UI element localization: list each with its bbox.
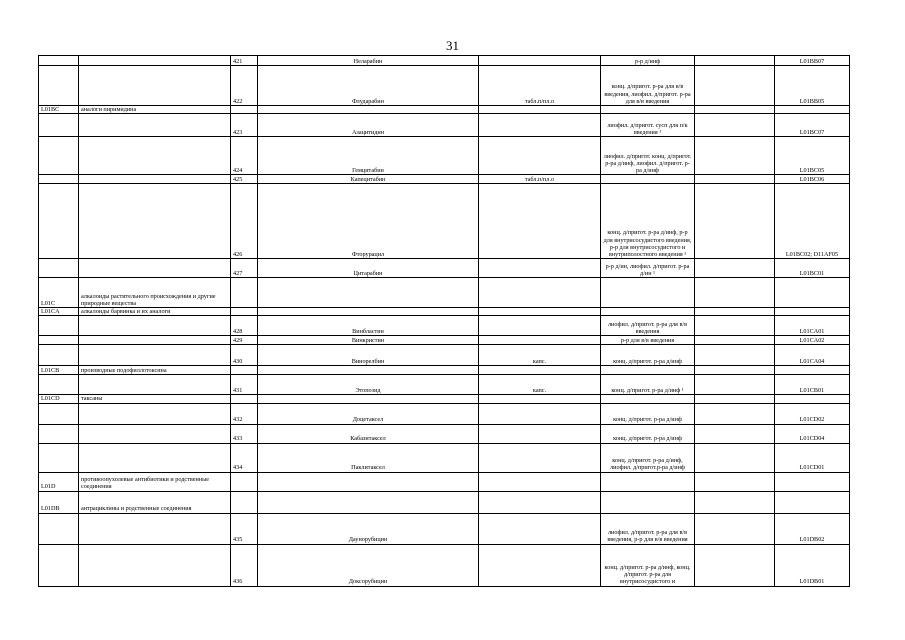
dosage-package-cell <box>479 443 601 472</box>
table-row <box>39 472 850 491</box>
table-row <box>39 316 850 336</box>
table-row <box>39 56 850 66</box>
extra-cell <box>695 403 775 424</box>
table-row <box>39 114 850 137</box>
row-number-cell: 429 <box>231 336 258 345</box>
table-row <box>39 544 850 586</box>
drug-atc-cell <box>775 472 850 491</box>
group-name-cell: антрациклины и родственные соединения <box>79 491 231 513</box>
group-name-cell <box>79 316 231 336</box>
dosage-form-cell: лиофил. д/пригот. конц. д/пригот. р-ра д/инф, лиофил. д/пригот. р-ра д/инф <box>601 137 695 175</box>
dosage-package-cell <box>479 366 601 375</box>
dosage-form-cell: конц. д/пригот. р-ра д/инф, лиофил. д/пригот.р-ра д/инф <box>601 443 695 472</box>
atc-code-cell <box>39 345 79 366</box>
drug-name-cell: Капецитабин <box>258 175 479 184</box>
drug-table <box>38 55 850 587</box>
extra-cell <box>695 395 775 403</box>
atc-code-cell: L01DB <box>39 491 79 513</box>
atc-code-cell: L01CD <box>39 395 79 403</box>
drug-name-cell: Фторурацил <box>258 184 479 259</box>
dosage-package-cell: табл.п/пл.о <box>479 66 601 106</box>
group-name-cell: алкалоиды барвинка и их аналоги <box>79 308 231 316</box>
drug-name-cell <box>258 308 479 316</box>
drug-atc-cell <box>775 308 850 316</box>
dosage-form-cell: конц. д/пригот. р-ра д/инф ¹ <box>601 375 695 395</box>
table-row <box>39 175 850 184</box>
group-name-cell <box>79 424 231 443</box>
dosage-package-cell: капс. <box>479 375 601 395</box>
atc-code-cell: L01BC <box>39 106 79 114</box>
dosage-form-cell <box>601 395 695 403</box>
atc-code-cell <box>39 443 79 472</box>
drug-atc-cell: L01CB01 <box>775 375 850 395</box>
dosage-form-cell: конц. д/пригот. р-ра для в/в введения, лиофил. д/пригот. р-ра для в/в введения <box>601 66 695 106</box>
extra-cell <box>695 66 775 106</box>
atc-code-cell <box>39 513 79 544</box>
drug-name-cell: Цитарабин <box>258 259 479 278</box>
extra-cell <box>695 491 775 513</box>
drug-name-cell: Паклитаксел <box>258 443 479 472</box>
table-row <box>39 375 850 395</box>
drug-atc-cell: L01BC02; D11AF05 <box>775 184 850 259</box>
extra-cell <box>695 443 775 472</box>
drug-name-cell: Неларабин <box>258 56 479 66</box>
atc-code-cell <box>39 184 79 259</box>
drug-atc-cell <box>775 366 850 375</box>
dosage-form-cell: конц. д/пригот. р-ра д/инф <box>601 403 695 424</box>
row-number-cell <box>231 472 258 491</box>
atc-code-cell <box>39 259 79 278</box>
drug-name-cell: Флударабин <box>258 66 479 106</box>
group-name-cell <box>79 513 231 544</box>
table-row <box>39 443 850 472</box>
table-row <box>39 395 850 403</box>
drug-name-cell <box>258 278 479 308</box>
extra-cell <box>695 114 775 137</box>
atc-code-cell: L01CB <box>39 366 79 375</box>
row-number-cell <box>231 366 258 375</box>
atc-code-cell <box>39 544 79 586</box>
dosage-form-cell <box>601 366 695 375</box>
row-number-cell <box>231 395 258 403</box>
dosage-package-cell <box>479 491 601 513</box>
extra-cell <box>695 366 775 375</box>
row-number-cell: 422 <box>231 66 258 106</box>
group-name-cell <box>79 56 231 66</box>
drug-name-cell: Кабазитаксел <box>258 424 479 443</box>
group-name-cell <box>79 403 231 424</box>
row-number-cell: 427 <box>231 259 258 278</box>
atc-code-cell: L01C <box>39 278 79 308</box>
row-number-cell: 436 <box>231 544 258 586</box>
dosage-form-cell: лиофил. д/пригот. р-ра для в/в введения <box>601 316 695 336</box>
drug-name-cell: Винорелбин <box>258 345 479 366</box>
dosage-form-cell: р-р для в/в введения <box>601 336 695 345</box>
dosage-form-cell: р-р д/ин, лиофил. д/пригот. р-ра д/ин ¹ <box>601 259 695 278</box>
row-number-cell: 434 <box>231 443 258 472</box>
dosage-package-cell <box>479 137 601 175</box>
dosage-package-cell <box>479 308 601 316</box>
table-row <box>39 66 850 106</box>
drug-atc-cell: L01BC01 <box>775 259 850 278</box>
group-name-cell: противоопухолевые антибиотики и родственные соединения <box>79 472 231 491</box>
dosage-package-cell <box>479 395 601 403</box>
drug-name-cell: Винкристин <box>258 336 479 345</box>
dosage-form-cell: конц. д/пригот. р-ра д/инф <box>601 345 695 366</box>
dosage-package-cell <box>479 336 601 345</box>
dosage-form-cell: лиофил. д/пригот. р-ра для в/в введения, р-р для в/в введения <box>601 513 695 544</box>
drug-atc-cell: L01BC05 <box>775 137 850 175</box>
row-number-cell: 433 <box>231 424 258 443</box>
dosage-form-cell <box>601 472 695 491</box>
group-name-cell <box>79 175 231 184</box>
extra-cell <box>695 56 775 66</box>
dosage-form-cell: конц. д/пригот. р-ра д/инф <box>601 424 695 443</box>
extra-cell <box>695 278 775 308</box>
extra-cell <box>695 316 775 336</box>
extra-cell <box>695 544 775 586</box>
table-row <box>39 491 850 513</box>
row-number-cell: 423 <box>231 114 258 137</box>
table-row <box>39 336 850 345</box>
drug-atc-cell: L01CD02 <box>775 403 850 424</box>
group-name-cell: таксаны <box>79 395 231 403</box>
drug-name-cell: Азацитидин <box>258 114 479 137</box>
drug-atc-cell <box>775 278 850 308</box>
group-name-cell <box>79 184 231 259</box>
row-number-cell <box>231 491 258 513</box>
row-number-cell <box>231 278 258 308</box>
extra-cell <box>695 424 775 443</box>
drug-name-cell: Доцетаксел <box>258 403 479 424</box>
atc-code-cell <box>39 56 79 66</box>
row-number-cell <box>231 106 258 114</box>
dosage-package-cell <box>479 106 601 114</box>
table-row <box>39 278 850 308</box>
drug-name-cell: Доксорубицин <box>258 544 479 586</box>
dosage-package-cell <box>479 278 601 308</box>
extra-cell <box>695 336 775 345</box>
group-name-cell: алкалоиды растительного происхождения и другие природные вещества <box>79 278 231 308</box>
row-number-cell: 426 <box>231 184 258 259</box>
dosage-package-cell <box>479 424 601 443</box>
atc-code-cell <box>39 403 79 424</box>
drug-atc-cell <box>775 106 850 114</box>
drug-atc-cell <box>775 491 850 513</box>
dosage-form-cell: лиофил. д/пригот. сусп для п/к введения ¹ <box>601 114 695 137</box>
extra-cell <box>695 375 775 395</box>
atc-code-cell <box>39 424 79 443</box>
table-body <box>39 56 850 587</box>
row-number-cell <box>231 308 258 316</box>
dosage-form-cell <box>601 308 695 316</box>
dosage-package-cell <box>479 259 601 278</box>
dosage-package-cell <box>479 114 601 137</box>
row-number-cell: 435 <box>231 513 258 544</box>
dosage-form-cell: р-р д/инф <box>601 56 695 66</box>
extra-cell <box>695 106 775 114</box>
table-row <box>39 308 850 316</box>
drug-atc-cell <box>775 395 850 403</box>
dosage-package-cell: капс. <box>479 345 601 366</box>
drug-atc-cell: L01DB01 <box>775 544 850 586</box>
group-name-cell <box>79 114 231 137</box>
drug-atc-cell: L01CA02 <box>775 336 850 345</box>
group-name-cell: аналоги пиримидина <box>79 106 231 114</box>
group-name-cell <box>79 544 231 586</box>
group-name-cell <box>79 336 231 345</box>
drug-atc-cell: L01CD01 <box>775 443 850 472</box>
extra-cell <box>695 137 775 175</box>
drug-atc-cell: L01BB05 <box>775 66 850 106</box>
group-name-cell <box>79 345 231 366</box>
table-row <box>39 259 850 278</box>
drug-name-cell <box>258 491 479 513</box>
drug-name-cell <box>258 366 479 375</box>
group-name-cell <box>79 443 231 472</box>
extra-cell <box>695 175 775 184</box>
row-number-cell: 428 <box>231 316 258 336</box>
group-name-cell <box>79 375 231 395</box>
dosage-package-cell <box>479 56 601 66</box>
dosage-form-cell <box>601 106 695 114</box>
atc-code-cell <box>39 137 79 175</box>
table-row <box>39 403 850 424</box>
row-number-cell: 430 <box>231 345 258 366</box>
extra-cell <box>695 345 775 366</box>
extra-cell <box>695 184 775 259</box>
row-number-cell: 424 <box>231 137 258 175</box>
extra-cell <box>695 472 775 491</box>
drug-atc-cell: L01DB02 <box>775 513 850 544</box>
drug-name-cell: Этопозид <box>258 375 479 395</box>
dosage-package-cell: табл.п/пл.о <box>479 175 601 184</box>
drug-name-cell <box>258 395 479 403</box>
extra-cell <box>695 259 775 278</box>
row-number-cell: 425 <box>231 175 258 184</box>
drug-atc-cell: L01CA04 <box>775 345 850 366</box>
atc-code-cell <box>39 175 79 184</box>
extra-cell <box>695 308 775 316</box>
dosage-package-cell <box>479 513 601 544</box>
table-row <box>39 513 850 544</box>
row-number-cell: 431 <box>231 375 258 395</box>
dosage-form-cell: конц. д/пригот. р-ра д/инф, конц. д/пригот. р-ра для внутрисосудистого и <box>601 544 695 586</box>
table-row <box>39 106 850 114</box>
row-number-cell: 421 <box>231 56 258 66</box>
page-number: 31 <box>446 38 459 53</box>
dosage-form-cell <box>601 175 695 184</box>
dosage-package-cell <box>479 403 601 424</box>
drug-atc-cell: L01BB07 <box>775 56 850 66</box>
atc-code-cell <box>39 66 79 106</box>
drug-atc-cell: L01CA01 <box>775 316 850 336</box>
extra-cell <box>695 513 775 544</box>
atc-code-cell <box>39 114 79 137</box>
drug-name-cell: Гемцитабин <box>258 137 479 175</box>
dosage-form-cell <box>601 278 695 308</box>
group-name-cell <box>79 137 231 175</box>
table-row <box>39 184 850 259</box>
atc-code-cell: L01CA <box>39 308 79 316</box>
table-row <box>39 366 850 375</box>
group-name-cell: производные подофиллотоксина <box>79 366 231 375</box>
table-row <box>39 345 850 366</box>
row-number-cell: 432 <box>231 403 258 424</box>
drug-atc-cell: L01BC06 <box>775 175 850 184</box>
atc-code-cell <box>39 316 79 336</box>
atc-code-cell <box>39 336 79 345</box>
drug-name-cell: Даунорубицин <box>258 513 479 544</box>
dosage-package-cell <box>479 472 601 491</box>
table-row <box>39 137 850 175</box>
group-name-cell <box>79 66 231 106</box>
drug-name-cell <box>258 106 479 114</box>
drug-name-cell <box>258 472 479 491</box>
atc-code-cell: L01D <box>39 472 79 491</box>
atc-code-cell <box>39 375 79 395</box>
dosage-package-cell <box>479 184 601 259</box>
dosage-form-cell <box>601 491 695 513</box>
dosage-package-cell <box>479 316 601 336</box>
dosage-package-cell <box>479 544 601 586</box>
drug-name-cell: Винбластин <box>258 316 479 336</box>
drug-atc-cell: L01BC07 <box>775 114 850 137</box>
drug-atc-cell: L01CD04 <box>775 424 850 443</box>
group-name-cell <box>79 259 231 278</box>
table-row <box>39 424 850 443</box>
dosage-form-cell: конц. д/пригот. р-ра д/инф, р-р для внутрисосудистого введения, р-р для внутрисосудистого и внутриполостного введения ¹ <box>601 184 695 259</box>
